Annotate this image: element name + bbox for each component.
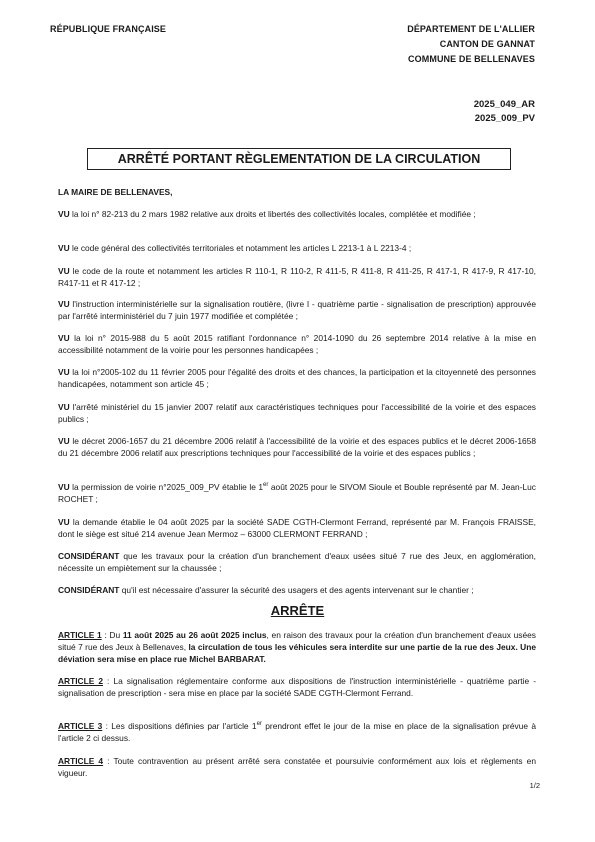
considerant-1 <box>58 550 536 574</box>
article-text: prendront effet le jour de la mise en place de la signalisation prévue à l'article 2 ci dessus. <box>58 721 536 743</box>
article-text: : Toute contravention au présent arrêté sera constatée et poursuivie conformément aux lois et règlements en vigueur. <box>58 756 536 778</box>
vu-4 <box>58 298 536 322</box>
considerant-text: que les travaux pour la création d'un branchement d'eaux usées situé 7 rue des Jeux, en agglomération, nécessite un empiètement sur la chaussée ; <box>58 551 536 573</box>
vu-6 <box>58 366 536 390</box>
header-commune: COMMUNE DE BELLENAVES <box>408 54 535 64</box>
vu-1 <box>58 208 536 220</box>
reference-ar: 2025_049_AR <box>473 99 535 110</box>
vu-5 <box>58 332 536 356</box>
vu-text: la loi n° 82-213 du 2 mars 1982 relative aux droits et libertés des collectivités locales, complétée et modifiée ; <box>69 209 476 219</box>
article-1 <box>58 629 536 665</box>
vu-keyword: VU <box>58 299 70 309</box>
vu-text: août 2025 pour le SIVOM Sioule et Bouble représenté par M. Jean-Luc ROCHET ; <box>58 482 536 504</box>
vu-keyword: VU <box>58 333 70 343</box>
article-dates: 11 août 2025 au 26 août 2025 inclus <box>122 630 267 640</box>
header-canton: CANTON DE GANNAT <box>439 39 535 49</box>
header-departement: DÉPARTEMENT DE L'ALLIER <box>407 24 535 34</box>
considerant-2 <box>58 584 536 596</box>
header-republique: RÉPUBLIQUE FRANÇAISE <box>50 24 167 34</box>
reference-pv: 2025_009_PV <box>474 113 535 124</box>
vu-text: le décret 2006-1657 du 21 décembre 2006 relatif à l'accessibilité de la voirie et des espaces publics et le décret 2006-1658 du 21 décembre 2006 relatif aux prescriptions techniques pour l'accessibilité de la voirie et des espaces publics ; <box>58 436 536 458</box>
vu-keyword: VU <box>58 482 70 492</box>
vu-text: la demande établie le 04 août 2025 par la société SADE CGTH-Clermont Ferrand, représenté par M. François FRAISSE, dont le siège est situé 214 avenue Jean Mermoz – 63000 CLERMONT FERRAND ; <box>58 517 536 539</box>
vu-2 <box>58 242 536 254</box>
article-label: ARTICLE 1 <box>58 630 102 640</box>
arrete-heading: ARRÊTE <box>270 603 325 618</box>
vu-text: le code général des collectivités territoriales et notamment les articles L 2213-1 à L 2213-4 ; <box>69 243 412 253</box>
article-text: : La signalisation réglementaire conforme aux dispositions de l'instruction interministérielle - quatrième partie - signalisation de prescription - sera mise en place par la société SADE CGTH-Clermont Ferrand. <box>58 676 536 698</box>
vu-text: la loi n° 2015-988 du 5 août 2015 ratifiant l'ordonnance n° 2014-1090 du 26 septembre 2014 relative à la mise en accessibilité notamment de la voirie pour les personnes handicapées ; <box>58 333 536 355</box>
article-3 <box>58 720 536 744</box>
vu-sup: er <box>263 482 269 489</box>
article-bold-text: la circulation de tous les véhicules sera interdite sur une partie de la rue des Jeux. Une déviation sera mise en place rue Michel BARBARAT. <box>58 642 537 664</box>
article-2 <box>58 675 536 699</box>
document-title: ARRÊTÉ PORTANT RÈGLEMENTATION DE LA CIRCULATION <box>117 152 481 166</box>
considerant-keyword: CONSIDÉRANT <box>58 585 120 595</box>
vu-keyword: VU <box>58 266 70 276</box>
vu-text: la permission de voirie n°2025_009_PV établie le 1 <box>69 482 264 492</box>
considerant-keyword: CONSIDÉRANT <box>58 551 120 561</box>
vu-3 <box>58 265 536 289</box>
vu-9 <box>58 481 536 505</box>
vu-keyword: VU <box>58 243 70 253</box>
vu-text: l'arrêté ministériel du 15 janvier 2007 relatif aux caractéristiques techniques pour l'accessibilité de la voirie et des espaces publics ; <box>58 402 536 424</box>
intro-line: LA MAIRE DE BELLENAVES, <box>58 187 173 197</box>
page-number: 1/2 <box>529 781 540 790</box>
vu-7 <box>58 401 536 425</box>
article-text: : Les dispositions définies par l'article 1 <box>102 721 257 731</box>
vu-keyword: VU <box>58 402 70 412</box>
vu-10 <box>58 516 536 540</box>
vu-keyword: VU <box>58 209 70 219</box>
article-text: : Du <box>101 630 123 640</box>
vu-keyword: VU <box>58 367 70 377</box>
vu-keyword: VU <box>58 517 70 527</box>
article-4 <box>58 755 536 779</box>
vu-text: la loi n°2005-102 du 11 février 2005 pour l'égalité des droits et des chances, la participation et la citoyenneté des personnes handicapées, notamment son article 45 ; <box>58 367 536 389</box>
article-text: , en raison des travaux pour la création d'un branchement d'eaux usées situé 7 rue des Jeux à Bellenaves, <box>58 630 536 652</box>
title-box <box>87 148 511 170</box>
vu-keyword: VU <box>58 436 70 446</box>
vu-text: le code de la route et notamment les articles R 110-1, R 110-2, R 411-5, R 411-8, R 411-25, R 417-1, R 417-9, R 417-10, R417-11 et R 417-12 ; <box>58 266 536 288</box>
article-label: ARTICLE 2 <box>58 676 103 686</box>
article-sup: er <box>256 721 262 728</box>
article-label: ARTICLE 3 <box>58 721 103 731</box>
vu-text: l'instruction interministérielle sur la signalisation routière, (livre I - quatrième partie - signalisation de prescription) approuvée par l'arrêté interministériel du 7 juin 1977 modifiée et complétée ; <box>58 299 536 321</box>
vu-8 <box>58 435 536 459</box>
article-label: ARTICLE 4 <box>58 756 104 766</box>
considerant-text: qu'il est nécessaire d'assurer la sécurité des usagers et des agents intervenant sur le chantier ; <box>119 585 474 595</box>
